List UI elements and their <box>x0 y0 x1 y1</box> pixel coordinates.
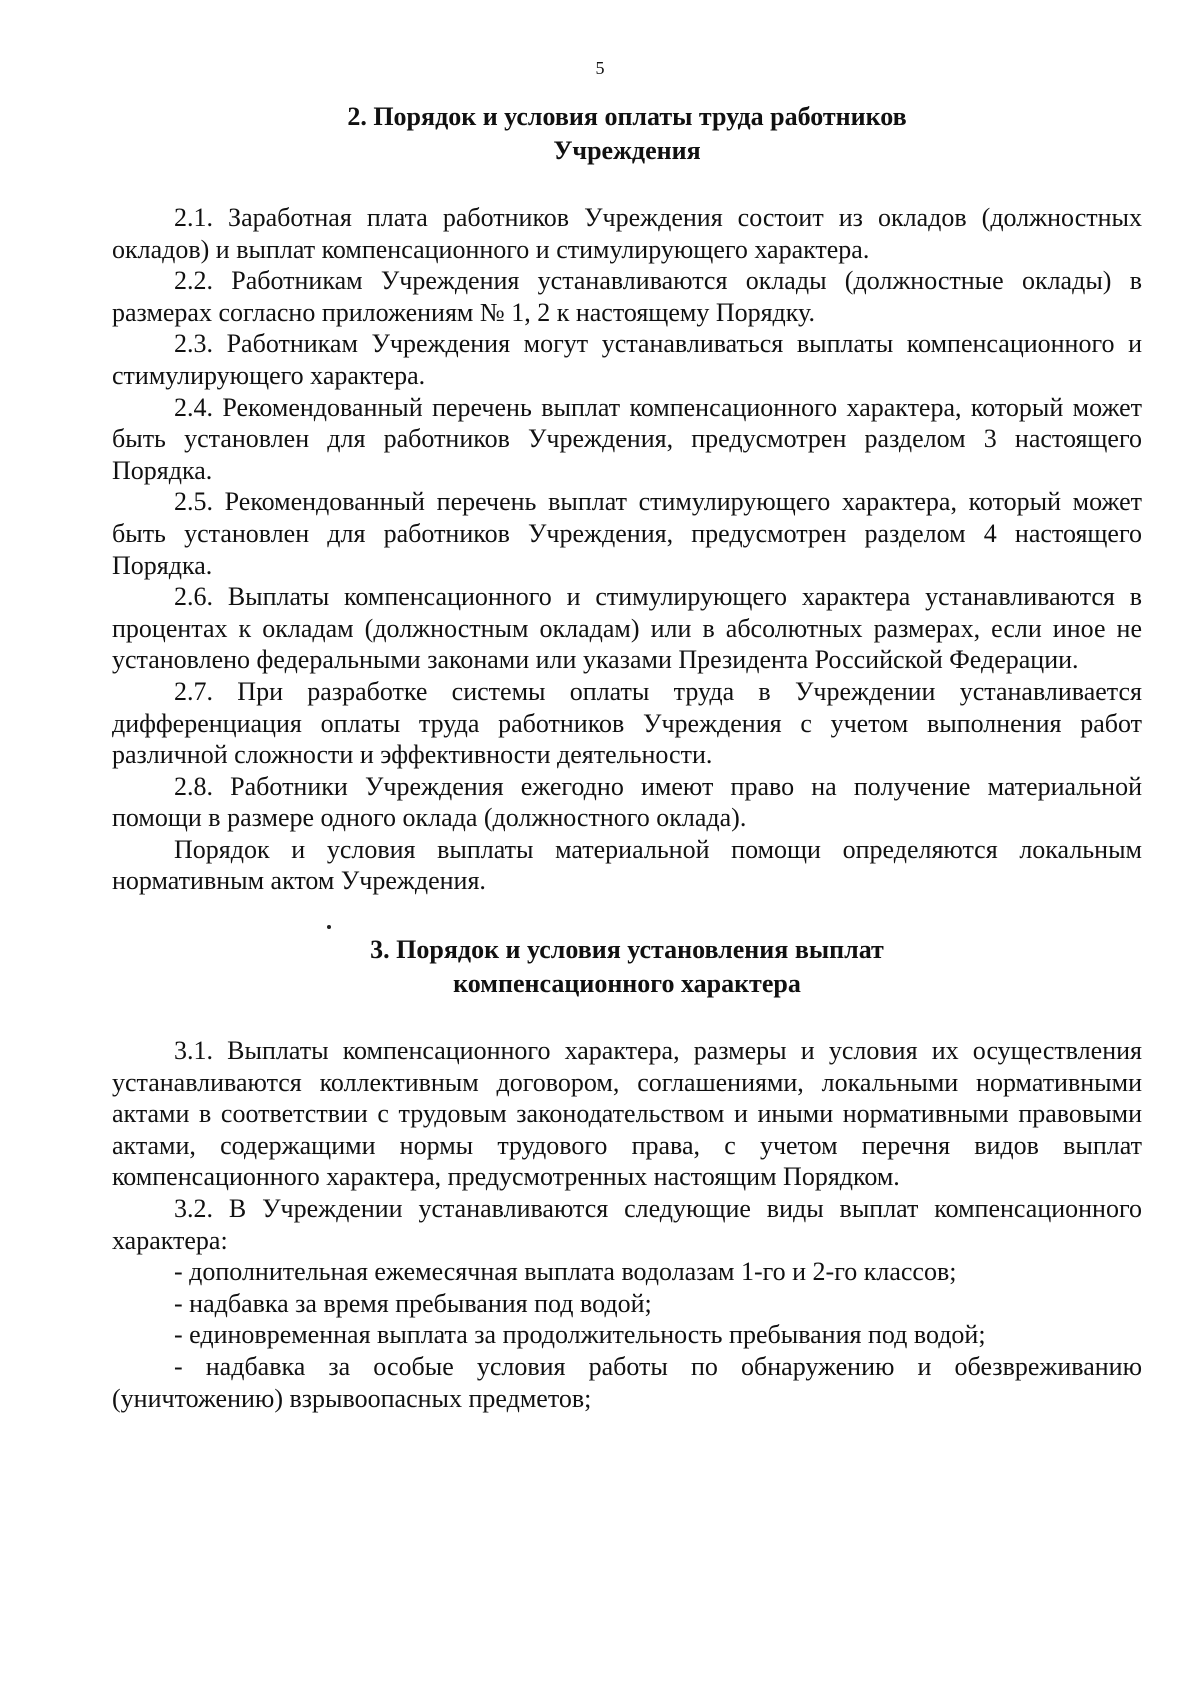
paragraph-2-2: 2.2. Работникам Учреждения устанавливаются оклады (должностные оклады) в размерах согласно приложениям № 1, 2 к настоящему Порядку. <box>112 266 1142 327</box>
section-3-heading-line-2: компенсационного характера <box>453 969 801 999</box>
paragraph-2-1: 2.1. Заработная плата работников Учреждения состоит из окладов (должностных окладов) и выплат компенсационного и стимулирующего характера. <box>112 203 1142 264</box>
section-2-heading-line-1: 2. Порядок и условия оплаты труда работников <box>347 102 907 131</box>
list-item: - дополнительная ежемесячная выплата водолазам 1-го и 2-го классов; <box>174 1257 957 1287</box>
paragraph-3-2: 3.2. В Учреждении устанавливаются следующие виды выплат компенсационного характера: <box>112 1194 1142 1255</box>
document-body <box>112 100 1142 1414</box>
section-2-heading <box>112 100 1142 168</box>
list-item: - надбавка за особые условия работы по обнаружению и обезвреживанию (уничтожению) взрывоопасных предметов; <box>112 1352 1142 1413</box>
paragraph-2-4: 2.4. Рекомендованный перечень выплат компенсационного характера, который может быть установлен для работников Учреждения, предусмотрен разделом 3 настоящего Порядка. <box>112 392 1142 485</box>
compensation-list <box>112 1256 1142 1414</box>
list-item: - единовременная выплата за продолжительность пребывания под водой; <box>174 1320 986 1350</box>
section-3-heading-line-1: 3. Порядок и условия установления выплат <box>370 935 884 965</box>
section-2-paragraphs <box>112 202 1142 897</box>
paragraph-3-1: 3.1. Выплаты компенсационного характера, размеры и условия их осуществления устанавливаются коллективным договором, соглашениями, локальными нормативными актами в соответствии с трудовым законодательством и иными нормативными правовыми актами, содержащими нормы трудового права, с учетом перечня видов выплат компенсационного характера, предусмотренных настоящим Порядком. <box>112 1036 1142 1192</box>
page-number: 5 <box>595 58 605 78</box>
paragraph-2-8-continuation: Порядок и условия выплаты материальной помощи определяются локальным нормативным актом Учреждения. <box>112 834 1142 896</box>
section-2-heading-line-2: Учреждения <box>553 136 701 165</box>
paragraph-2-3: 2.3. Работникам Учреждения могут устанавливаться выплаты компенсационного и стимулирующего характера. <box>112 329 1142 390</box>
paragraph-2-6: 2.6. Выплаты компенсационного и стимулирующего характера устанавливаются в процентах к окладам (должностным окладам) или в абсолютных размерах, если иное не установлено федеральными законами или указами Президента Российской Федерации. <box>112 582 1142 675</box>
paragraph-2-5: 2.5. Рекомендованный перечень выплат стимулирующего характера, который может быть установлен для работников Учреждения, предусмотрен разделом 4 настоящего Порядка. <box>112 487 1142 580</box>
paragraph-2-8: 2.8. Работники Учреждения ежегодно имеют право на получение материальной помощи в размере одного оклада (должностного оклада). <box>112 771 1142 833</box>
section-3-paragraphs <box>112 1035 1142 1256</box>
section-3-heading <box>112 933 1142 1001</box>
paragraph-2-7: 2.7. При разработке системы оплаты труда в Учреждении устанавливается дифференциация оплаты труда работников Учреждения с учетом выполнения работ различной сложности и эффективности деятельности. <box>112 676 1142 770</box>
list-item: - надбавка за время пребывания под водой; <box>174 1288 652 1318</box>
